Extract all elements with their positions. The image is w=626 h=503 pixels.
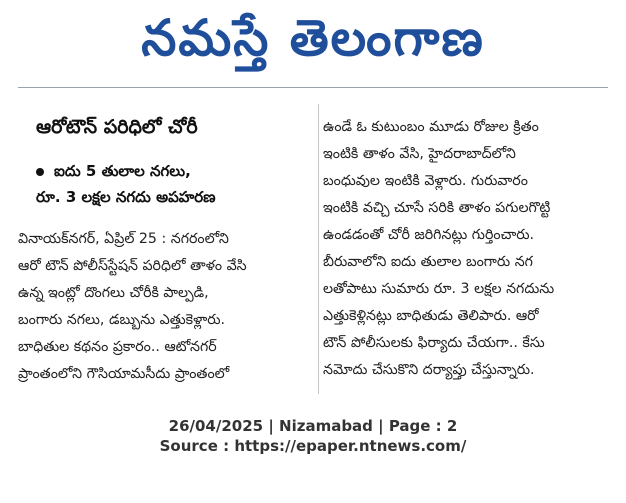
subhead-1-text: ఐదు 5 తులాల నగలు, xyxy=(54,162,191,180)
article-body-left xyxy=(18,226,314,388)
body-line: ఆరో టౌన్ పోలీస్‌స్టేషన్ పరిధిలో తాళం వేసి xyxy=(18,258,247,274)
body-line: వినాయక్‌నగర్, ఏప్రిల్ 25 : నగరంలోని xyxy=(18,231,229,247)
article-left-column xyxy=(18,104,314,388)
masthead-title: నమస్తే తెలంగాణ xyxy=(141,9,485,67)
column-divider xyxy=(318,104,319,394)
body-line: లతోపాటు సుమారు రూ. 3 లక్షల నగదును xyxy=(323,281,555,297)
body-line: బంధువుల ఇంటికి వెళ్లారు. గురువారం xyxy=(323,173,528,189)
footer-date-page: 26/04/2025 | Nizamabad | Page : 2 xyxy=(168,417,458,435)
body-line: ఇంటికి వచ్చి చూసే సరికి తాళం పగులగొట్టి xyxy=(323,200,551,216)
body-line: ప్రాంతంలోని గౌసియామసీదు ప్రాంతంలో xyxy=(18,366,230,382)
footer-source-link[interactable]: Source : https://epaper.ntnews.com/ xyxy=(159,437,467,455)
article-headline: ఆరోటౌన్ పరిధిలో చోరీ xyxy=(36,116,198,138)
subhead-2: రూ. 3 లక్షల నగదు అపహరణ xyxy=(36,188,216,206)
article-right-column xyxy=(323,114,613,384)
body-line: నమోదు చేసుకొని దర్యాప్తు చేస్తున్నారు. xyxy=(323,362,535,378)
body-line: బీరువాలోని ఐదు తులాల బంగారు నగ xyxy=(323,254,533,270)
body-line: టౌన్ పోలీసులకు ఫిర్యాదు చేయగా.. కేసు xyxy=(323,335,545,351)
body-line: ఉండే ఓ కుటుంబం మూడు రోజుల క్రితం xyxy=(323,119,539,135)
subhead-1 xyxy=(36,158,300,184)
body-line: ఉండడంతో చోరీ జరిగినట్లు గుర్తించారు. xyxy=(323,227,535,243)
masthead xyxy=(0,0,626,82)
article-body-right xyxy=(323,114,613,384)
body-line: ఇంటికి తాళం వేసి, హైదరాబాద్‌లోని xyxy=(323,146,516,162)
source-footer xyxy=(0,416,626,456)
bullet-icon xyxy=(36,168,44,176)
masthead-divider xyxy=(18,87,608,88)
body-line: బంగారు నగలు, డబ్బును ఎత్తుకెళ్లారు. xyxy=(18,312,226,328)
body-line: ఎత్తుకెళ్లినట్లు బాధితుడు తెలిపారు. ఆరో xyxy=(323,308,539,324)
body-line: ఉన్న ఇంట్లో దొంగలు చోరీకి పాల్పడి, xyxy=(18,285,209,301)
subhead-block xyxy=(30,154,306,214)
body-line: బాధితుల కథనం ప్రకారం.. ఆటోనగర్ xyxy=(18,339,217,355)
